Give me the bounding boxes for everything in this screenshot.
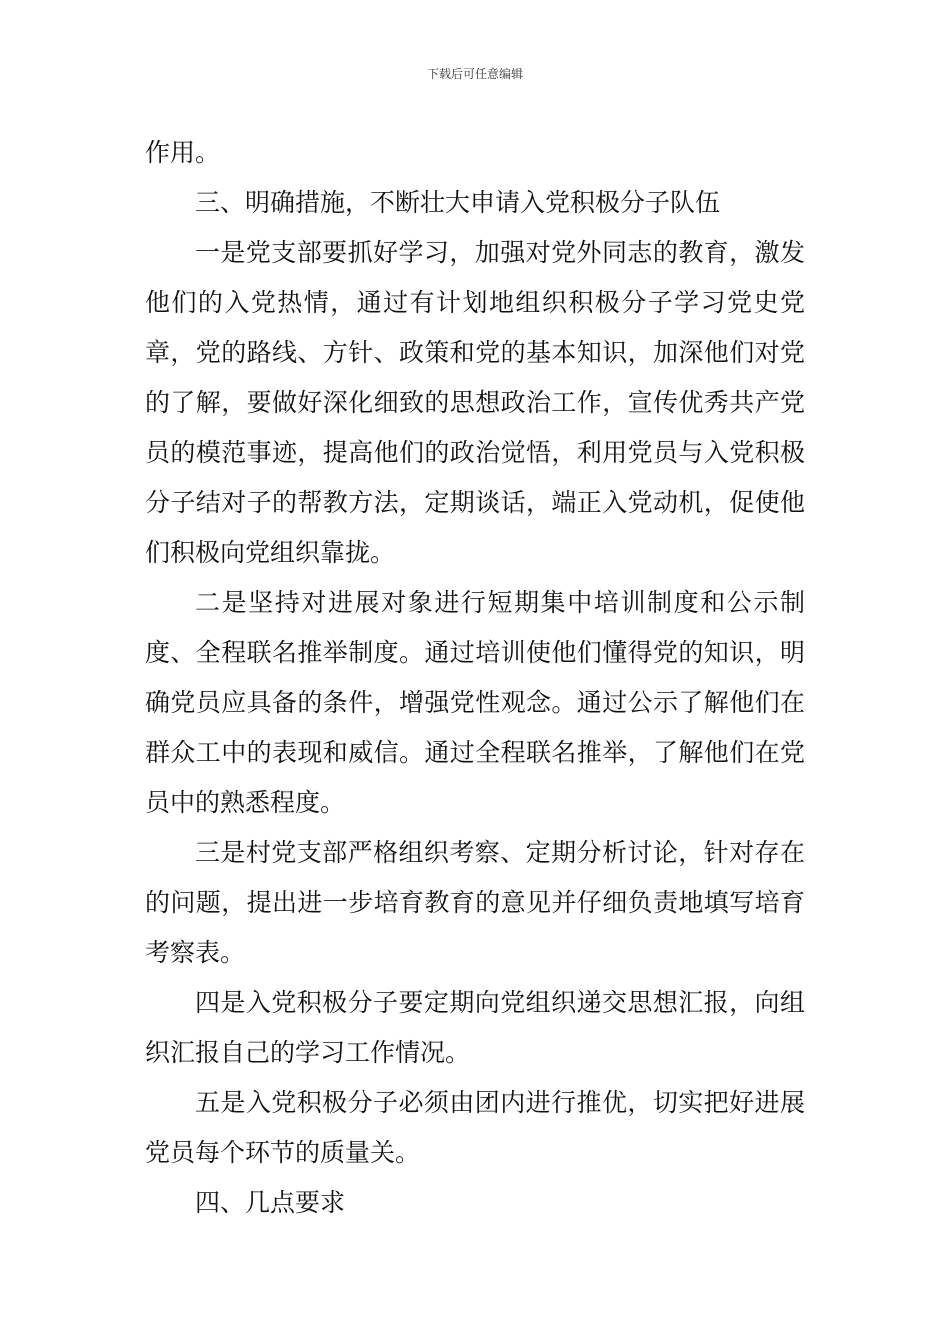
paragraph-measure-2: 二是坚持对进展对象进行短期集中培训制度和公示制度、全程联名推举制度。通过培训使他们懂得党的知识，明确党员应具备的条件，增强党性观念。通过公示了解他们在群众工中的表现和威信。通过全程联名推举，了解他们在党员中的熟悉程度。 [145,588,805,817]
section-heading-4: 四、几点要求 [195,1188,346,1217]
paragraph-measure-5: 五是入党积极分子必须由团内进行推优，切实把好进展党员每个环节的质量关。 [145,1088,805,1167]
paragraph-1: 作用。 [145,138,221,167]
paragraph-measure-3: 三是村党支部严格组织考察、定期分析讨论，针对存在的问题，提出进一步培育教育的意见并仔细负责地填写培育考察表。 [145,838,805,967]
paragraph-measure-4: 四是入党积极分子要定期向党组织递交思想汇报，向组织汇报自己的学习工作情况。 [145,988,805,1067]
document-body [145,128,805,1228]
paragraph-measure-1: 一是党支部要抓好学习，加强对党外同志的教育，激发他们的入党热情，通过有计划地组织积极分子学习党史党章，党的路线、方针、政策和党的基本知识，加深他们对党的了解，要做好深化细致的思想政治工作，宣传优秀共产党员的模范事迹，提高他们的政治觉悟，利用党员与入党积极分子结对子的帮教方法，定期谈话，端正入党动机，促使他们积极向党组织靠拢。 [145,238,805,567]
section-heading-3: 三、明确措施，不断壮大申请入党积极分子队伍 [195,188,721,217]
page-header-note: 下载后可任意编辑 [426,67,523,81]
